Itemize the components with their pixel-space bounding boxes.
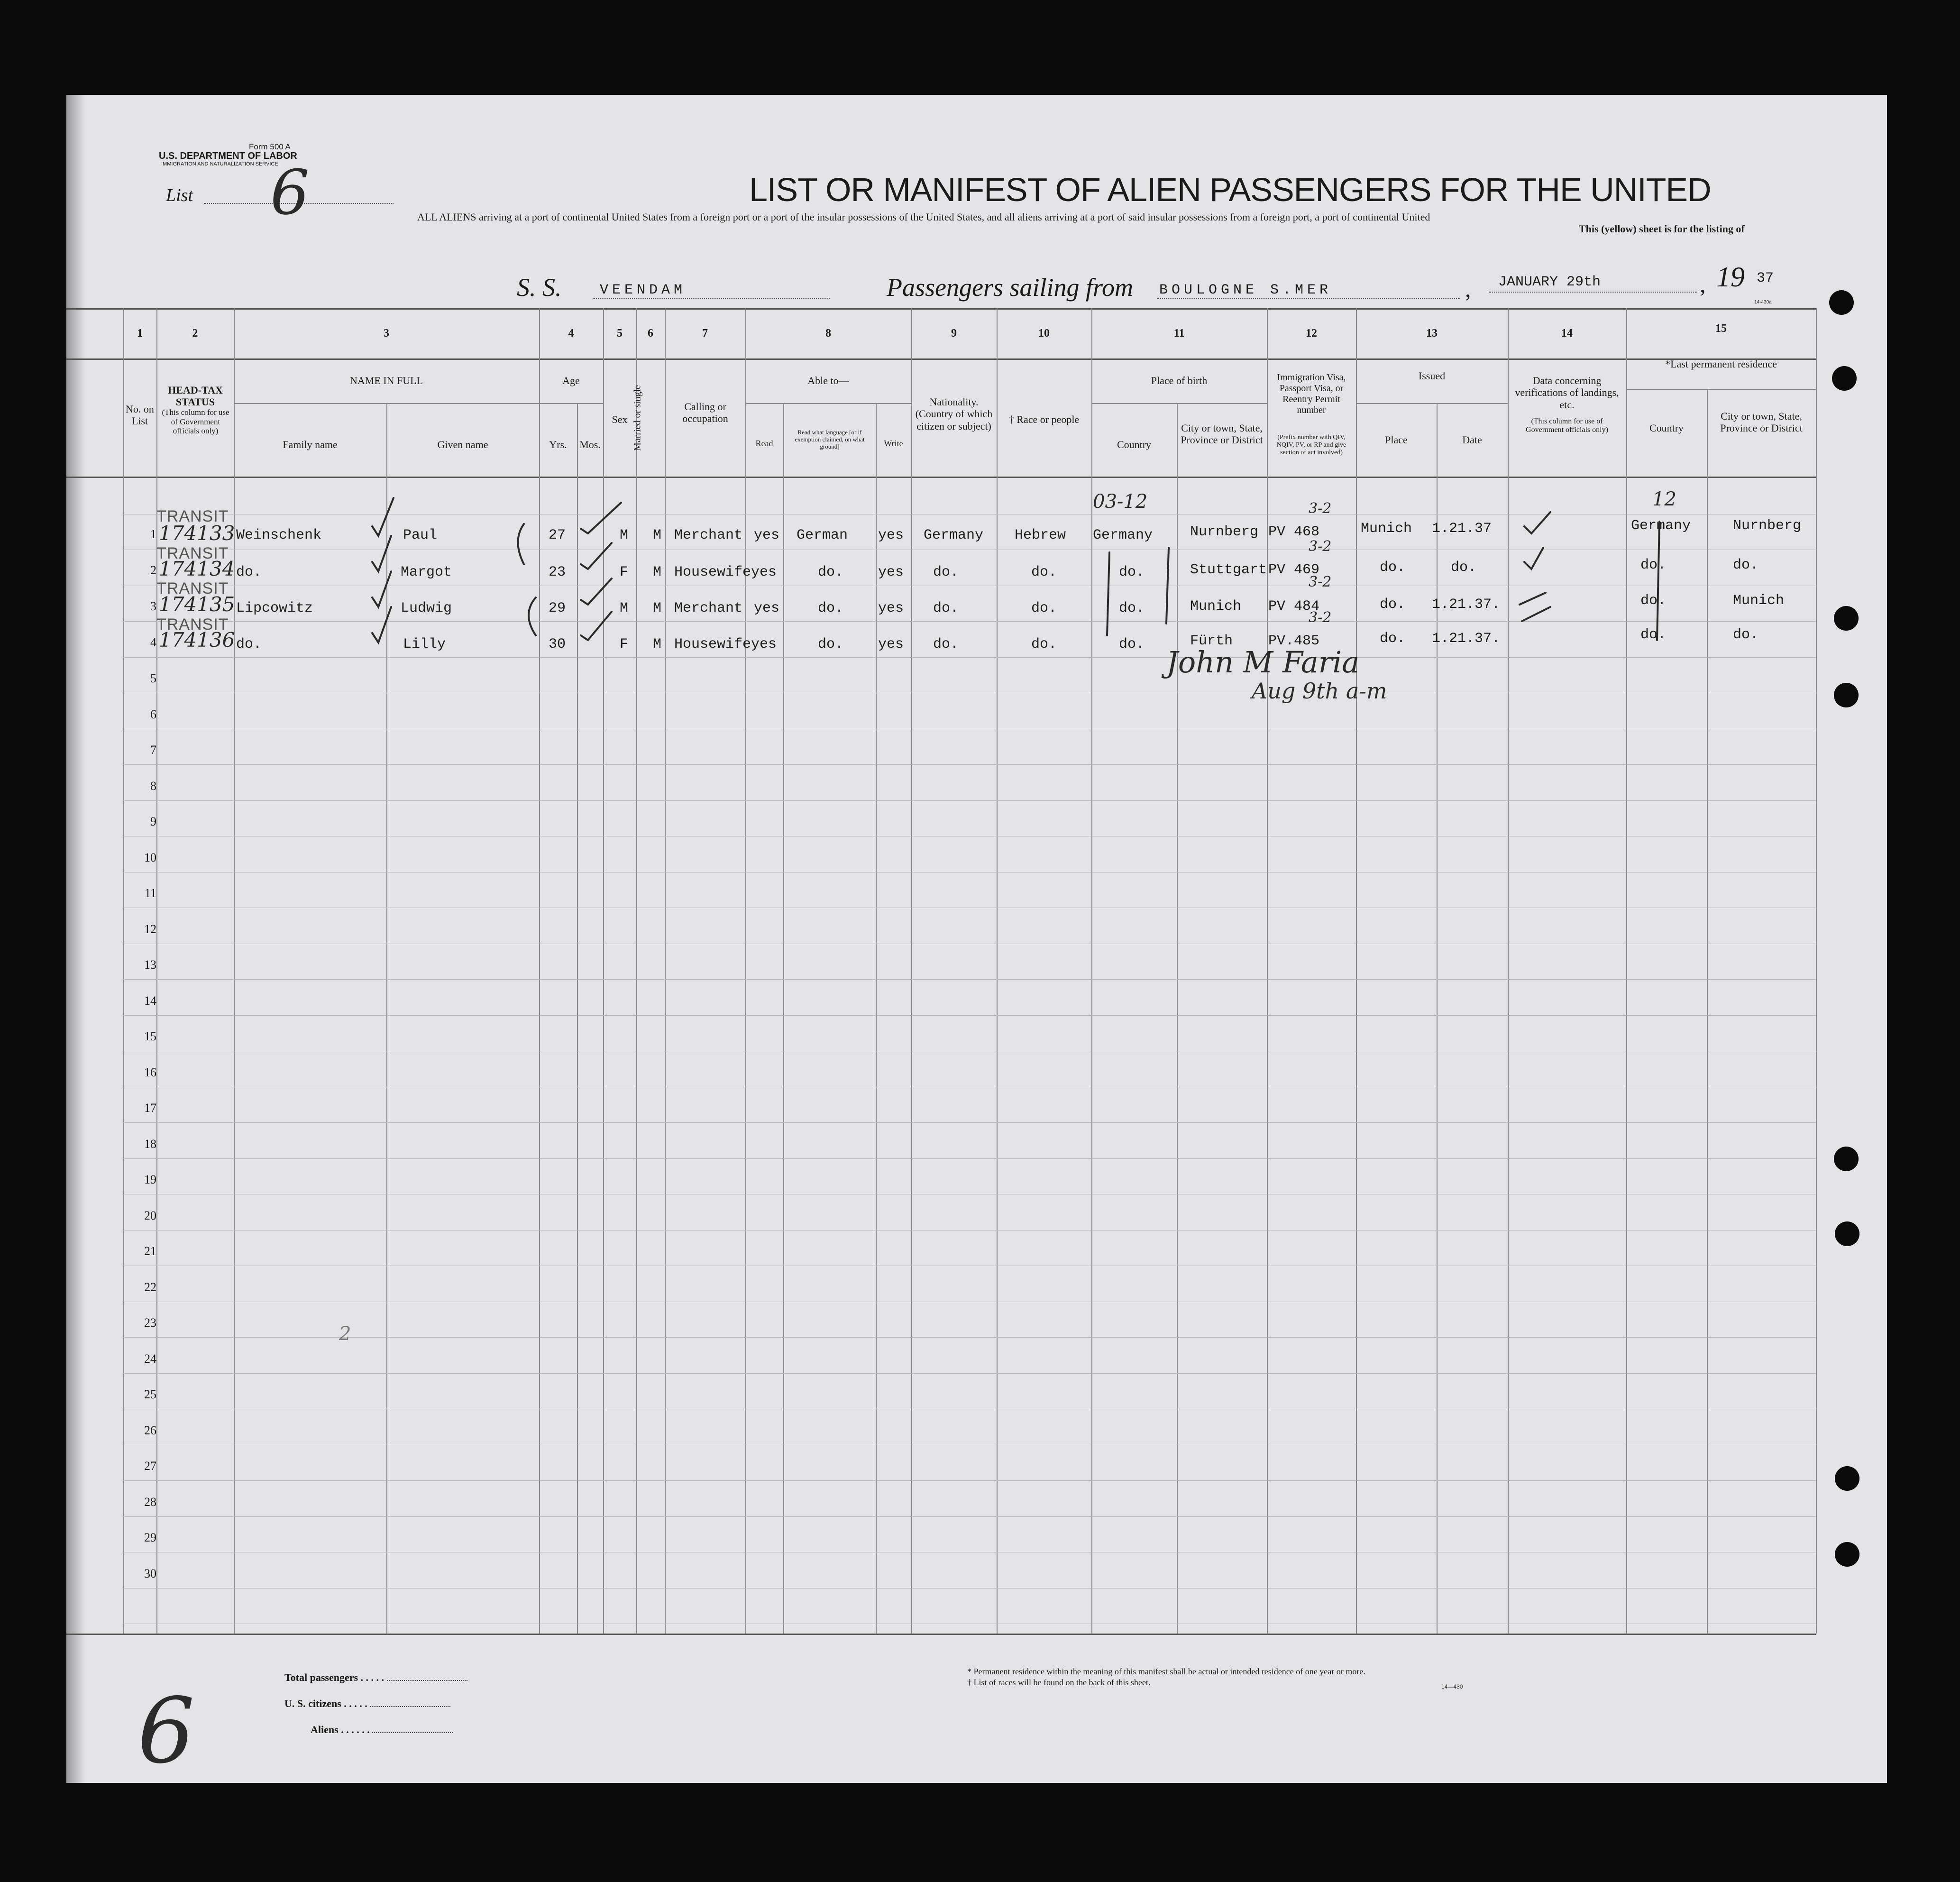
footnote-residence: * Permanent residence within the meaning of this manifest shall be actual or intended residence of one year or more. [967, 1667, 1365, 1676]
race: Hebrew [1015, 527, 1066, 543]
residence-city: do. [1733, 627, 1759, 643]
hdr-write: Write [884, 439, 903, 448]
row-number: 3 [150, 599, 156, 613]
footnote-races: † List of races will be found on the back of this sheet. [967, 1678, 1151, 1687]
read-language: do. [818, 600, 844, 616]
visa-handwritten-note: 3-2 [1309, 500, 1332, 517]
calling: Housewife [674, 636, 751, 652]
row-number: 15 [144, 1029, 156, 1043]
read-language: do. [818, 564, 844, 580]
hdr-res-city: City or town, State, Province or District [1720, 410, 1803, 434]
comma-1: , [1465, 275, 1471, 302]
row-number: 30 [144, 1566, 156, 1580]
hdr-mos: Mos. [579, 439, 601, 450]
married-single: M [653, 564, 662, 580]
hdr-race: † Race or people [1008, 413, 1080, 425]
aliens-blank [372, 1732, 453, 1733]
birth-city: Fürth [1190, 633, 1233, 649]
read-language: do. [818, 636, 844, 652]
issued-place: do. [1380, 560, 1406, 576]
check-mark [372, 498, 394, 536]
head-tax-number: 174136 [159, 628, 235, 652]
manifest-subtitle-1: ALL ALIENS arriving at a port of continental United States from a foreign port or a port of the insular possessions of the United States, and all aliens arriving at a port of said insular possessions from a foreign port, a port of continental United [417, 211, 1430, 223]
binder-hole [1834, 683, 1859, 707]
aliens-text: Aliens [311, 1724, 339, 1735]
col-num-1: 1 [137, 327, 143, 340]
row-number: 27 [144, 1459, 156, 1473]
col-num-15: 15 [1715, 322, 1727, 335]
transit-stamp: TRANSIT [156, 615, 229, 633]
hdr-read-language: Read what language [or if exemption claimed, on what ground] [795, 429, 865, 450]
departure-port: BOULOGNE S.MER [1159, 282, 1332, 298]
can-read: yes [751, 564, 777, 580]
check-mark [581, 543, 612, 569]
calling: Merchant [674, 600, 743, 616]
check-mark [1524, 512, 1550, 533]
hdr-last-residence: *Last permanent residence [1665, 358, 1777, 370]
read-language: German [797, 527, 848, 543]
visa-handwritten-note: 3-2 [1309, 609, 1332, 626]
row-number: 4 [150, 635, 156, 649]
ship-name: VEENDAM [600, 282, 687, 298]
can-write: yes [878, 564, 904, 580]
hdr-issued-date: Date [1462, 434, 1482, 446]
birth-bracket [1166, 548, 1169, 624]
row-number: 20 [144, 1208, 156, 1222]
col-num-14: 14 [1561, 327, 1573, 340]
issued-place: do. [1380, 631, 1406, 647]
birth-city: Stuttgart [1190, 562, 1267, 578]
ss-label: S. S. [517, 273, 562, 302]
can-read: yes [754, 527, 780, 543]
hdr-visa-note: (Prefix number with QIV, NQIV, PV, or RP and give section of act involved) [1276, 434, 1346, 457]
married-single: M [653, 636, 662, 652]
age-years: 29 [549, 600, 566, 616]
birth-country: do. [1119, 636, 1145, 652]
birth-city: Nurnberg [1190, 524, 1259, 540]
visa-handwritten-note: 3-2 [1309, 574, 1332, 590]
row-number: 24 [144, 1351, 156, 1366]
residence-country: do. [1640, 627, 1667, 643]
binder-hole [1835, 1466, 1859, 1491]
binder-hole [1835, 1542, 1859, 1567]
birth-country: Germany [1093, 527, 1153, 543]
head-tax-number: 174133 [159, 522, 235, 545]
check-marks-overlay [66, 95, 1887, 1783]
margin-handwritten-number: 6 [137, 1679, 195, 1783]
check-mark [1522, 607, 1550, 621]
family-bracket [529, 597, 536, 635]
row-number: 11 [144, 886, 156, 900]
hdr-read: Read [755, 439, 773, 448]
hdr-head-tax: HEAD-TAX STATUS [168, 384, 223, 408]
manifest-subtitle-2: This (yellow) sheet is for the listing of [1579, 223, 1745, 235]
check-mark [372, 536, 391, 571]
can-write: yes [878, 527, 904, 543]
row-number: 14 [144, 993, 156, 1008]
row-number: 9 [150, 815, 156, 828]
can-write: yes [878, 600, 904, 616]
hdr-married: Married or single [632, 385, 643, 451]
col-num-9: 9 [951, 327, 957, 340]
row-number: 12 [144, 922, 156, 936]
row-number: 21 [144, 1244, 156, 1258]
hdr-given-name: Given name [437, 439, 488, 450]
row-number: 28 [144, 1495, 156, 1509]
residence-country: Germany [1631, 518, 1691, 534]
aliens-label: Aliens . . . . . . [311, 1724, 453, 1736]
visa-number: PV 469 [1268, 562, 1320, 578]
row-number: 17 [144, 1101, 156, 1115]
residence-handwritten-note: 12 [1652, 488, 1676, 510]
can-read: yes [754, 600, 780, 616]
binder-hole [1829, 290, 1854, 315]
visa-number: PV 484 [1268, 598, 1320, 615]
age-years: 27 [549, 527, 566, 543]
can-write: yes [878, 636, 904, 652]
hdr-no-on-list: No. on List [126, 403, 154, 427]
transit-stamp: TRANSIT [156, 544, 229, 562]
binder-hole [1835, 1221, 1859, 1246]
row-number: 29 [144, 1531, 156, 1544]
age-years: 30 [549, 636, 566, 652]
check-mark [1524, 548, 1543, 569]
row-number: 2 [150, 563, 156, 577]
row-number: 5 [150, 671, 156, 685]
row-number: 6 [150, 707, 156, 721]
hdr-able-to: Able to— [807, 375, 849, 386]
service: IMMIGRATION AND NATURALIZATION SERVICE [161, 161, 278, 167]
col-num-12: 12 [1306, 327, 1317, 340]
hdr-birth-city: City or town, State, Province or District [1181, 422, 1263, 446]
manifest-sheet [66, 95, 1887, 1783]
manifest-title: LIST OR MANIFEST OF ALIEN PASSENGERS FOR THE UNITED [749, 171, 1711, 208]
form-number: Form 500 A [249, 142, 291, 151]
binder-hole [1834, 1147, 1859, 1171]
row-number: 7 [150, 743, 156, 757]
signature-date: Aug 9th a-m [1252, 678, 1387, 704]
row-number: 22 [144, 1280, 156, 1294]
residence-bracket [1657, 522, 1659, 640]
sailing-label: Passengers sailing from [887, 273, 1134, 302]
year-suffix: 37 [1757, 270, 1774, 286]
us-citizens-text: U. S. citizens [284, 1698, 341, 1709]
col-num-7: 7 [702, 327, 708, 340]
check-mark [372, 571, 391, 607]
head-tax-number: 174135 [159, 593, 235, 616]
issued-place: Munich [1361, 521, 1412, 537]
hdr-issued-place: Place [1385, 434, 1408, 446]
row-number: 8 [150, 779, 156, 793]
col-num-13: 13 [1426, 327, 1438, 340]
given-name: Ludwig [401, 600, 452, 616]
stray-mark: 2 [339, 1323, 351, 1345]
issued-date: do. [1451, 560, 1477, 576]
col-num-3: 3 [384, 327, 389, 340]
family-name: do. [236, 564, 262, 580]
race: do. [1031, 636, 1057, 652]
nationality: do. [933, 636, 959, 652]
check-mark [581, 578, 612, 605]
nationality: do. [933, 600, 959, 616]
hdr-birth-country: Country [1117, 439, 1152, 450]
check-mark [581, 612, 612, 640]
form-code-bottom: 14—430 [1441, 1683, 1463, 1690]
can-read: yes [751, 636, 777, 652]
birth-country: do. [1119, 600, 1145, 616]
transit-stamp: TRANSIT [156, 579, 229, 597]
list-label: List [166, 185, 193, 205]
hdr-place-of-birth: Place of birth [1151, 375, 1208, 386]
hdr-res-country: Country [1649, 422, 1684, 434]
sex: F [620, 564, 629, 580]
check-mark [581, 503, 621, 533]
total-passengers-blank [387, 1680, 467, 1681]
nationality: Germany [924, 527, 984, 543]
head-tax-number: 174134 [159, 557, 235, 580]
residence-city: Nurnberg [1733, 518, 1802, 534]
inspector-signature: John M Faria [1166, 645, 1360, 679]
row-number: 26 [144, 1423, 156, 1437]
race: do. [1031, 564, 1057, 580]
issued-place: do. [1380, 597, 1406, 613]
given-name: Lilly [403, 636, 446, 652]
transit-stamp: TRANSIT [156, 507, 229, 525]
row-number: 19 [144, 1173, 156, 1186]
hdr-data-note: (This column for use of Government officials only) [1526, 417, 1608, 434]
sex: M [620, 600, 629, 616]
issued-date: 1.21.37. [1432, 597, 1501, 613]
calling: Merchant [674, 527, 743, 543]
check-mark [372, 607, 391, 643]
nationality: do. [933, 564, 959, 580]
form-code-top: 14-430a [1754, 300, 1772, 305]
family-bracket [518, 524, 524, 564]
binder-hole [1834, 606, 1859, 631]
hdr-sex: Sex [612, 413, 628, 425]
col-num-8: 8 [825, 327, 831, 340]
row-number: 23 [144, 1316, 156, 1330]
visa-handwritten-note: 3-2 [1309, 538, 1332, 555]
issued-date: 1.21.37 [1432, 521, 1492, 537]
given-name: Paul [403, 527, 438, 543]
family-name: Lipcowitz [236, 600, 313, 616]
visa-number: PV 468 [1268, 524, 1320, 540]
col-num-11: 11 [1173, 327, 1185, 340]
check-mark [1520, 593, 1546, 605]
hdr-yrs: Yrs. [549, 439, 567, 450]
birth-handwritten-note: 03-12 [1093, 491, 1148, 513]
year-prefix: 19 [1716, 261, 1745, 293]
comma-2: , [1700, 271, 1706, 297]
hdr-name-in-full: NAME IN FULL [350, 375, 423, 386]
list-number-handwritten: 6 [270, 156, 310, 229]
age-years: 23 [549, 564, 566, 580]
birth-country: do. [1119, 564, 1145, 580]
birth-bracket [1107, 552, 1109, 635]
sex: M [620, 527, 629, 543]
given-name: Margot [401, 564, 452, 580]
row-number: 13 [144, 958, 156, 972]
hdr-visa: Immigration Visa, Passport Visa, or Reentry Permit number [1277, 372, 1346, 415]
hdr-family-name: Family name [283, 439, 338, 450]
residence-city: do. [1733, 557, 1759, 573]
col-num-5: 5 [617, 327, 623, 340]
married-single: M [653, 527, 662, 543]
binder-hole [1832, 366, 1857, 391]
col-num-2: 2 [192, 327, 198, 340]
col-num-4: 4 [568, 327, 574, 340]
hdr-nationality: Nationality. (Country of which citizen or subject) [915, 396, 993, 432]
family-name: Weinschenk [236, 527, 322, 543]
hdr-data-landings: Data concerning verifications of landings, etc. [1515, 375, 1619, 411]
sex: F [620, 636, 629, 652]
us-citizens-blank [370, 1706, 450, 1707]
row-number: 10 [144, 850, 156, 864]
row-number: 16 [144, 1065, 156, 1079]
sailing-date: JANUARY 29th [1498, 274, 1601, 290]
married-single: M [653, 600, 662, 616]
department: U.S. DEPARTMENT OF LABOR [159, 151, 297, 161]
birth-city: Munich [1190, 598, 1242, 615]
residence-country: do. [1640, 557, 1667, 573]
hdr-calling: Calling or occupation [682, 401, 728, 425]
row-number: 18 [144, 1137, 156, 1151]
race: do. [1031, 600, 1057, 616]
row-number: 1 [150, 527, 156, 541]
row-number: 25 [144, 1387, 156, 1401]
hdr-head-tax-note: (This column for use of Government officials only) [162, 408, 229, 436]
calling: Housewife [674, 564, 751, 580]
residence-country: do. [1640, 593, 1667, 609]
col-num-10: 10 [1038, 327, 1050, 340]
issued-date: 1.21.37. [1432, 631, 1501, 647]
family-name: do. [236, 636, 262, 652]
hdr-age: Age [562, 375, 580, 386]
total-passengers-label: Total passengers . . . . . [284, 1671, 467, 1684]
us-citizens-label: U. S. citizens . . . . . [284, 1698, 450, 1710]
residence-city: Munich [1733, 593, 1785, 609]
col-num-6: 6 [648, 327, 653, 340]
hdr-issued: Issued [1418, 370, 1446, 382]
total-passengers-text: Total passengers [284, 1671, 358, 1683]
visa-number: PV.485 [1268, 633, 1320, 649]
